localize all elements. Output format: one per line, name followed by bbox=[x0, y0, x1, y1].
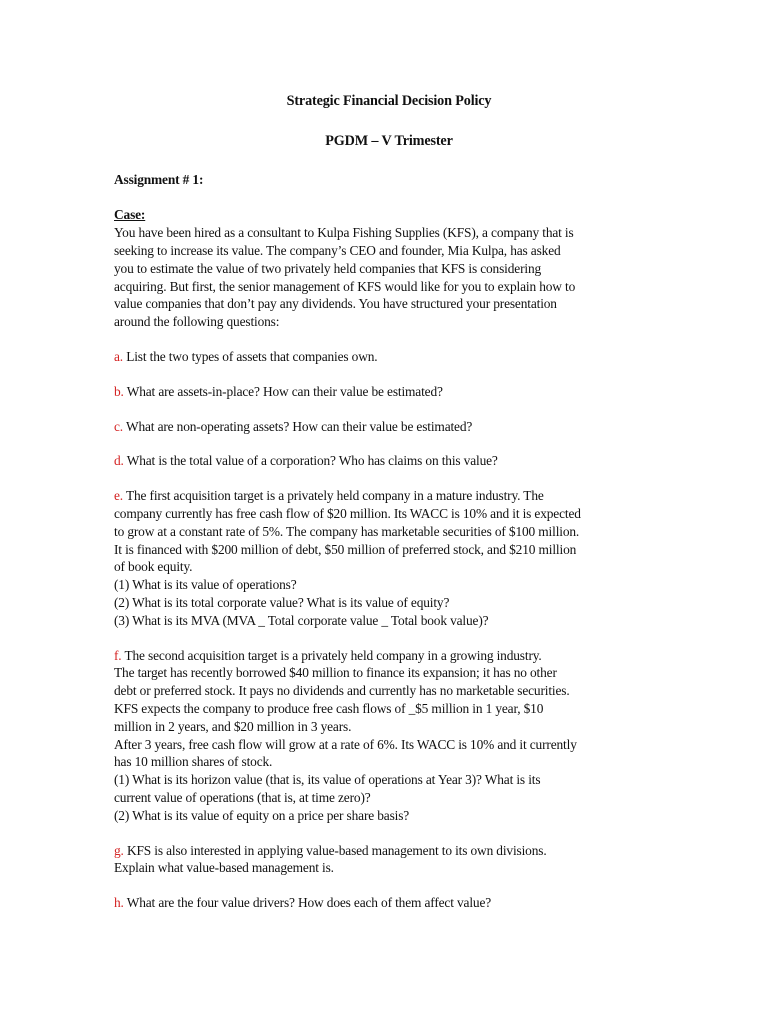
question-item bbox=[114, 383, 664, 401]
question-item bbox=[114, 418, 664, 436]
question-line bbox=[114, 348, 664, 366]
question-line bbox=[114, 789, 664, 807]
document-title: Strategic Financial Decision Policy bbox=[286, 93, 492, 109]
question-text: The second acquisition target is a privately held company in a growing industry. bbox=[124, 647, 542, 663]
question-line bbox=[114, 647, 664, 665]
question-letter: a. bbox=[114, 348, 123, 364]
question-line bbox=[114, 736, 664, 754]
question-line bbox=[114, 541, 664, 559]
question-text: (1) What is its value of operations? bbox=[114, 577, 297, 593]
intro-line: You have been hired as a consultant to Kulpa Fishing Supplies (KFS), a company that is bbox=[114, 225, 574, 241]
question-text: current value of operations (that is, at time zero)? bbox=[114, 789, 371, 805]
assignment-heading: Assignment # 1: bbox=[114, 171, 204, 187]
intro-line: acquiring. But first, the senior management of KFS would like for you to explain how to bbox=[114, 278, 576, 294]
question-text: KFS expects the company to produce free cash flows of _$5 million in 1 year, $10 bbox=[114, 700, 544, 716]
question-item bbox=[114, 452, 664, 470]
intro-line: value companies that don’t pay any dividends. You have structured your presentation bbox=[114, 296, 557, 312]
question-text: (3) What is its MVA (MVA _ Total corporate value _ Total book value)? bbox=[114, 612, 489, 628]
question-text: (1) What is its horizon value (that is, its value of operations at Year 3)? What is its bbox=[114, 772, 541, 788]
question-text: The first acquisition target is a privately held company in a mature industry. The bbox=[125, 488, 544, 504]
question-text: company currently has free cash flow of $20 million. Its WACC is 10% and it is expected bbox=[114, 505, 581, 521]
question-line bbox=[114, 753, 664, 771]
question-item bbox=[114, 894, 664, 912]
question-line bbox=[114, 807, 664, 825]
question-text: What is the total value of a corporation? Who has claims on this value? bbox=[126, 453, 498, 469]
question-line bbox=[114, 700, 664, 718]
question-text: debt or preferred stock. It pays no dividends and currently has no marketable securities. bbox=[114, 683, 570, 699]
question-text: List the two types of assets that companies own. bbox=[126, 348, 378, 364]
question-item bbox=[114, 348, 664, 366]
question-letter: e. bbox=[114, 488, 123, 504]
question-letter: g. bbox=[114, 842, 124, 858]
question-line bbox=[114, 452, 664, 470]
question-letter: f. bbox=[114, 647, 122, 663]
question-list bbox=[114, 348, 664, 912]
question-line bbox=[114, 682, 664, 700]
question-text: The target has recently borrowed $40 million to finance its expansion; it has no other bbox=[114, 665, 557, 681]
question-letter: b. bbox=[114, 383, 124, 399]
question-letter: c. bbox=[114, 418, 123, 434]
question-text: KFS is also interested in applying value-based management to its own divisions. bbox=[126, 842, 547, 858]
question-text: After 3 years, free cash flow will grow at a rate of 6%. Its WACC is 10% and it currently bbox=[114, 736, 577, 752]
question-line bbox=[114, 523, 664, 541]
question-line bbox=[114, 558, 664, 576]
question-line bbox=[114, 383, 664, 401]
document-page bbox=[114, 90, 664, 912]
question-line bbox=[114, 594, 664, 612]
document-subtitle: PGDM – V Trimester bbox=[325, 132, 453, 149]
question-letter: h. bbox=[114, 895, 124, 911]
question-item bbox=[114, 487, 664, 629]
intro-line: around the following questions: bbox=[114, 314, 280, 330]
question-text: has 10 million shares of stock. bbox=[114, 754, 273, 770]
question-line bbox=[114, 718, 664, 736]
question-line bbox=[114, 859, 664, 877]
question-text: (2) What is its total corporate value? What is its value of equity? bbox=[114, 594, 450, 610]
question-line bbox=[114, 664, 664, 682]
question-text: of book equity. bbox=[114, 559, 193, 575]
question-line bbox=[114, 505, 664, 523]
case-intro bbox=[114, 224, 664, 331]
question-line bbox=[114, 612, 664, 630]
intro-line: seeking to increase its value. The company’s CEO and founder, Mia Kulpa, has asked bbox=[114, 242, 561, 258]
question-line bbox=[114, 771, 664, 789]
question-item bbox=[114, 647, 664, 825]
question-text: What are non-operating assets? How can their value be estimated? bbox=[125, 418, 473, 434]
question-text: It is financed with $200 million of debt, $50 million of preferred stock, and $210 million bbox=[114, 541, 577, 557]
question-letter: d. bbox=[114, 453, 124, 469]
case-heading: Case: bbox=[114, 207, 146, 223]
question-text: What are the four value drivers? How does each of them affect value? bbox=[126, 895, 492, 911]
question-text: million in 2 years, and $20 million in 3 years. bbox=[114, 718, 352, 734]
question-text: to grow at a constant rate of 5%. The company has marketable securities of $100 million. bbox=[114, 523, 580, 539]
question-line bbox=[114, 576, 664, 594]
question-text: (2) What is its value of equity on a price per share basis? bbox=[114, 807, 410, 823]
question-line bbox=[114, 418, 664, 436]
question-line bbox=[114, 842, 664, 860]
question-line bbox=[114, 487, 664, 505]
question-item bbox=[114, 842, 664, 878]
question-text: What are assets-in-place? How can their value be estimated? bbox=[126, 383, 443, 399]
intro-line: you to estimate the value of two privately held companies that KFS is considering bbox=[114, 260, 542, 276]
question-line bbox=[114, 894, 664, 912]
question-text: Explain what value-based management is. bbox=[114, 860, 334, 876]
